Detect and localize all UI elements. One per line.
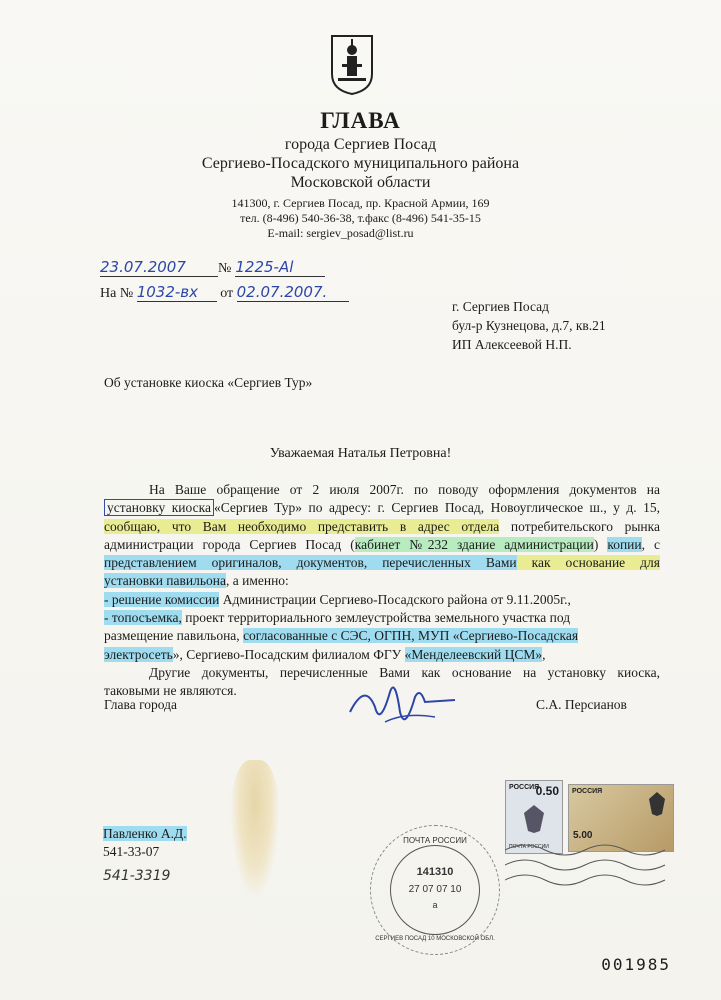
header-title: ГЛАВА bbox=[320, 108, 401, 133]
coat-of-arms-icon bbox=[330, 34, 374, 96]
header-address: 141300, г. Сергиев Посад, пр. Красной Армии, 169 bbox=[231, 196, 490, 210]
body-line-4: администрации города Сергиев Посад (кабинет №232 здание администрации) копии, с bbox=[104, 536, 660, 552]
postmark-top: ПОЧТА РОССИИ bbox=[403, 836, 467, 845]
postmark-index: 141310 bbox=[416, 866, 454, 878]
body-line-6: установки павильона, а именно: bbox=[104, 573, 289, 589]
body-line-p2: Другие документы, перечисленные Вами как основание на установку киоска, bbox=[149, 664, 660, 680]
body-line-3: сообщаю, что Вам необходимо представить в адрес отдела потребительского рынка bbox=[104, 518, 660, 534]
incoming-label: На № bbox=[100, 286, 134, 301]
subject: Об установке киоска «Сергиев Тур» bbox=[104, 375, 313, 390]
incoming-row bbox=[100, 283, 380, 305]
highlight-blue: представлением оригиналов, документов, перечисленных Вами bbox=[104, 555, 517, 571]
header-city: города Сергиев Посад bbox=[284, 136, 437, 153]
incoming-ot: от bbox=[220, 286, 234, 301]
body-line-p2b: таковыми не являются. bbox=[104, 683, 237, 699]
eagle-icon bbox=[647, 791, 667, 817]
postmark-letter: а bbox=[432, 900, 438, 910]
signature-icon bbox=[345, 672, 465, 742]
postmark-date: 27 07 07 10 bbox=[408, 884, 462, 895]
header-district: Сергиево-Посадского муниципального района bbox=[201, 155, 520, 172]
recipient-block bbox=[452, 297, 606, 354]
executor-name: Павленко А.Д. bbox=[103, 826, 187, 841]
recipient-name: ИП Алексеевой Н.П. bbox=[452, 337, 572, 352]
header-email: E-mail: sergiev_posad@list.ru bbox=[267, 226, 414, 240]
body-line-5: представлением оригиналов, документов, перечисленных Вами как основание для bbox=[104, 555, 660, 571]
postage-stamp-1: РОССИЯ 0.50 ПОЧТА РОССИИ bbox=[505, 780, 563, 854]
document-number: 001985 bbox=[601, 955, 671, 974]
body-line-2: установку киоска «Сергиев Тур» по адресу: г. Сергиев Посад, Новоуглическое ш., у д. 15, bbox=[104, 499, 660, 517]
header-region: Московской области bbox=[290, 174, 431, 191]
stain-mark bbox=[230, 760, 280, 900]
incoming-date: 02.07.2007. bbox=[237, 283, 349, 302]
registration-row bbox=[100, 258, 340, 280]
reg-no-sign: № bbox=[218, 261, 232, 276]
recipient-city: г. Сергиев Посад bbox=[452, 299, 550, 314]
body-list-item-4: электросеть», Сергиево-Посадским филиалом ФГУ «Менделеевский ЦСМ», bbox=[104, 646, 546, 662]
postmark-stamp bbox=[370, 825, 500, 955]
signature-name: С.А. Персианов bbox=[536, 697, 627, 712]
highlight-yellow: сообщаю, что Вам необходимо представить в адрес отдела bbox=[104, 518, 500, 534]
incoming-number: 1032-вх bbox=[137, 283, 217, 302]
body-list-item-2: - топосъемка, проект территориального землеустройства земельного участка под bbox=[104, 610, 571, 626]
letter-body bbox=[104, 481, 660, 701]
cancellation-waves-icon bbox=[505, 830, 680, 890]
body-list-item-3: размещение павильона, согласованные с СЭС, ОГПН, МУП «Сергиево-Посадская bbox=[104, 628, 579, 644]
body-list-item-1: - решение комиссии Администрации Сергиево-Посадского района от 9.11.2005г., bbox=[104, 591, 571, 607]
signature-position: Глава города bbox=[104, 697, 178, 712]
postmark-bottom: СЕРГИЕВ ПОСАД 10 МОСКОВСКОЙ ОБЛ. bbox=[375, 936, 495, 942]
executor-ref: 541-3319 bbox=[103, 868, 171, 884]
boxed-phrase: установку киоска bbox=[104, 499, 214, 516]
executor-phone: 541-33-07 bbox=[103, 844, 160, 859]
reg-number: 1225-Al bbox=[235, 258, 325, 277]
highlight-green: кабинет №232 здание администрации bbox=[354, 536, 594, 552]
salutation: Уважаемая Наталья Петровна! bbox=[269, 446, 452, 461]
executor-block bbox=[103, 825, 187, 885]
body-line-1: На Ваше обращение от 2 июля 2007г. по поводу оформления документов на bbox=[149, 482, 660, 497]
reg-date: 23.07.2007 bbox=[100, 258, 218, 277]
header-phones: тел. (8-496) 540-36-38, т.факс (8-496) 541-35-15 bbox=[240, 211, 481, 225]
postage-stamp-2: РОССИЯ 5.00 bbox=[568, 784, 674, 852]
recipient-street: бул-р Кузнецова, д.7, кв.21 bbox=[452, 318, 606, 333]
